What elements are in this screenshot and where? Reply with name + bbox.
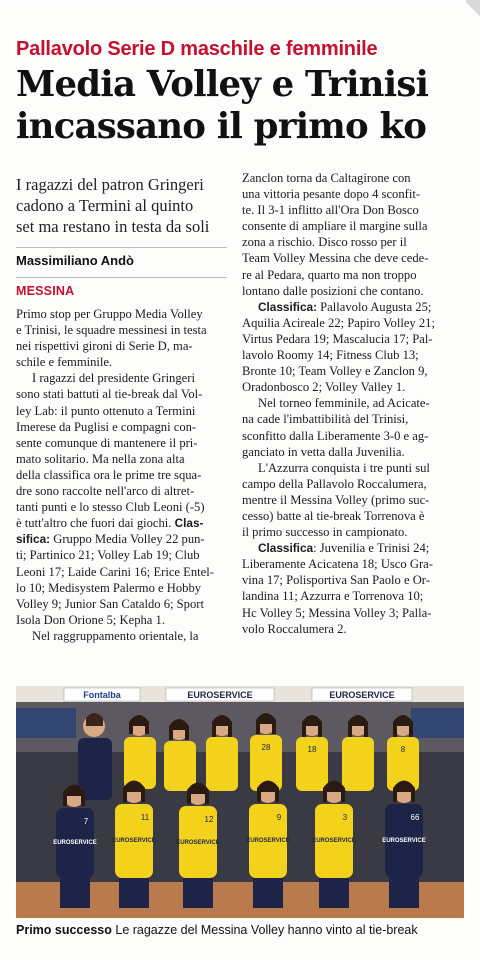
- photo-caption: [16, 923, 466, 937]
- body-line: sconfitto dalla Liberamente 3-0 e ag-: [242, 428, 429, 443]
- summary-line: set ma restano in testa da soli: [16, 217, 210, 236]
- summary-line: cadono a Termini al quinto: [16, 196, 194, 215]
- jersey-number: 12: [204, 815, 214, 824]
- body-line: tanti punti e lo stesso Club Leoni (-5): [16, 500, 205, 515]
- body-line: Leoni 17; Laide Carini 16; Erice Entel-: [16, 564, 214, 579]
- body-line: na cade l'imbattibilità del Trinisi,: [242, 412, 409, 427]
- body-line: vina 17; Polisportiva San Paolo e Or-: [242, 573, 430, 588]
- body-line: lavolo Roomy 14; Fitness Club 13;: [242, 348, 419, 363]
- caption-label: Primo successo: [16, 923, 112, 937]
- body-line: Virtus Pedara 19; Mascalucia 17; Pal-: [242, 331, 433, 346]
- body-line: zona a rischio. Disco rosso per il: [242, 235, 407, 250]
- body-line: Aquilia Acireale 22; Papiro Volley 21;: [242, 315, 435, 330]
- body-line: sono stati battuti al tie-break dal Vol-: [16, 387, 203, 402]
- banner-text-right: EUROSERVICE: [329, 690, 395, 700]
- body-line: dre sono raccolte nell'arco di altret-: [16, 484, 195, 499]
- team-photo-illustration: [16, 686, 464, 918]
- body-line: Nel torneo femminile, ad Acicate-: [258, 396, 430, 411]
- body-line: Hc Volley 5; Messina Volley 3; Palla-: [242, 605, 432, 620]
- body-line: L'Azzurra conquista i tre punti sul: [258, 460, 430, 475]
- body-line: nei rispettivi gironi di Serie D, ma-: [16, 339, 193, 354]
- body-line: te. Il 3-1 inflitto all'Ora Don Bosco: [242, 203, 419, 218]
- body-text: è tutt'altro che fuori dai giochi.: [16, 516, 172, 531]
- classifica-label: Classifica:: [258, 299, 318, 314]
- body-line: [242, 299, 464, 315]
- section-kicker: Pallavolo Serie D maschile e femminile: [16, 38, 378, 60]
- body-line: Nel raggruppamento orientale, la: [32, 628, 199, 643]
- page-corner: [466, 0, 480, 22]
- body-line: mato solitario. Ma nella zona alta: [16, 451, 185, 466]
- jersey-sponsor: EUROSERVICE: [53, 840, 97, 846]
- body-line: mentre il Messina Volley (primo suc-: [242, 492, 430, 507]
- body-line: landina 11; Azzurra e Torrenova 10;: [242, 589, 424, 604]
- body-line: Primo stop per Gruppo Media Volley: [16, 307, 203, 321]
- body-line: schile e femminile.: [16, 355, 113, 370]
- body-line: cesso) batte al tie-break Torrenova è: [242, 508, 425, 523]
- body-line: Oradonbosco 2; Volley Valley 1.: [242, 380, 406, 395]
- body-line: lo 10; Medisystem Palermo e Hobby: [16, 580, 202, 595]
- body-line: ganciato in vetta dalla Juvenilia.: [242, 444, 405, 459]
- body-line: campo della Pallavolo Roccalumera,: [242, 476, 427, 491]
- jersey-number: 66: [410, 813, 420, 822]
- jersey-number: 18: [307, 745, 317, 754]
- body-text: Pallavolo Augusta 25;: [317, 299, 432, 314]
- body-line: sente comunque di mantenere il pri-: [16, 435, 198, 450]
- headline: [16, 64, 466, 148]
- body-line: lontano dalle posizioni che contano.: [242, 283, 424, 298]
- body-line: I ragazzi del presidente Gringeri: [32, 371, 195, 386]
- body-text: Gruppo Media Volley 22 pun-: [53, 532, 205, 547]
- banner-text-center: EUROSERVICE: [187, 690, 253, 700]
- body-line: Volley 9; Junior San Cataldo 6; Sport: [16, 596, 204, 611]
- jersey-sponsor: EUROSERVICE: [382, 838, 426, 844]
- classifica-label: sifica:: [16, 532, 51, 547]
- body-line: Zanclon torna da Caltagirone con: [242, 171, 411, 185]
- classifica-label: Clas-: [174, 516, 204, 531]
- jersey-number: 11: [140, 813, 150, 822]
- jersey-sponsor: EUROSERVICE: [112, 838, 156, 844]
- jersey-number: 8: [400, 745, 406, 754]
- jersey-sponsor: EUROSERVICE: [176, 840, 220, 846]
- body-line: [242, 540, 464, 556]
- summary-line: I ragazzi del patron Gringeri: [16, 175, 204, 194]
- right-column: [242, 170, 464, 637]
- body-line: Bronte 10; Team Volley e Zanclon 9,: [242, 364, 428, 379]
- body-line: [16, 515, 227, 531]
- jersey-sponsor: EUROSERVICE: [312, 838, 356, 844]
- body-line: Isola Don Orione 5; Kepha 1.: [16, 612, 165, 627]
- author-byline: Massimiliano Andò: [16, 247, 227, 268]
- classifica-label: Classifica: [258, 541, 314, 556]
- body-line: [16, 531, 227, 547]
- jersey-number: 3: [342, 813, 348, 822]
- page-top-margin: [0, 0, 480, 6]
- body-line: della classifica ora le prime tre squa-: [16, 467, 202, 482]
- left-column: [16, 174, 227, 644]
- headline-line-2: incassano il primo ko: [16, 106, 427, 147]
- body-line: volo Roccalumera 2.: [242, 621, 347, 636]
- body-line: il primo successo in campionato.: [242, 525, 408, 540]
- left-column-body: [16, 306, 227, 644]
- right-column-body: [242, 170, 464, 637]
- banner-text-left: Fontalba: [83, 690, 121, 700]
- body-line: e Trinisi, le squadre messinesi in testa: [16, 323, 207, 338]
- jersey-number: 9: [276, 813, 282, 822]
- body-line: ti; Partinico 21; Volley Lab 19; Club: [16, 548, 200, 563]
- body-line: una vittoria pesante dopo 4 sconfit-: [242, 187, 421, 202]
- jersey-sponsor: EUROSERVICE: [246, 838, 290, 844]
- body-line: ley Lab: il punto ottenuto a Termini: [16, 403, 196, 418]
- team-photo: [16, 686, 464, 918]
- body-line: Liberamente Acicatena 18; Usco Gra-: [242, 557, 433, 572]
- body-line: re al Pedara, quarto ma non troppo: [242, 267, 417, 282]
- jersey-number: 28: [261, 743, 271, 752]
- jersey-number: 7: [83, 817, 89, 826]
- caption-text: Le ragazze del Messina Volley hanno vinto al tie-break: [111, 923, 418, 937]
- body-line: Imerese da Puglisi e compagni con-: [16, 419, 197, 434]
- body-line: Team Volley Messina che deve cede-: [242, 251, 429, 266]
- body-text: : Juvenilia e Trinisi 24;: [313, 541, 430, 556]
- headline-line-1: Media Volley e Trinisi: [16, 64, 429, 105]
- article-summary: [16, 174, 227, 237]
- body-line: consente di ampliare il margine sulla: [242, 219, 428, 234]
- dateline: MESSINA: [16, 277, 227, 298]
